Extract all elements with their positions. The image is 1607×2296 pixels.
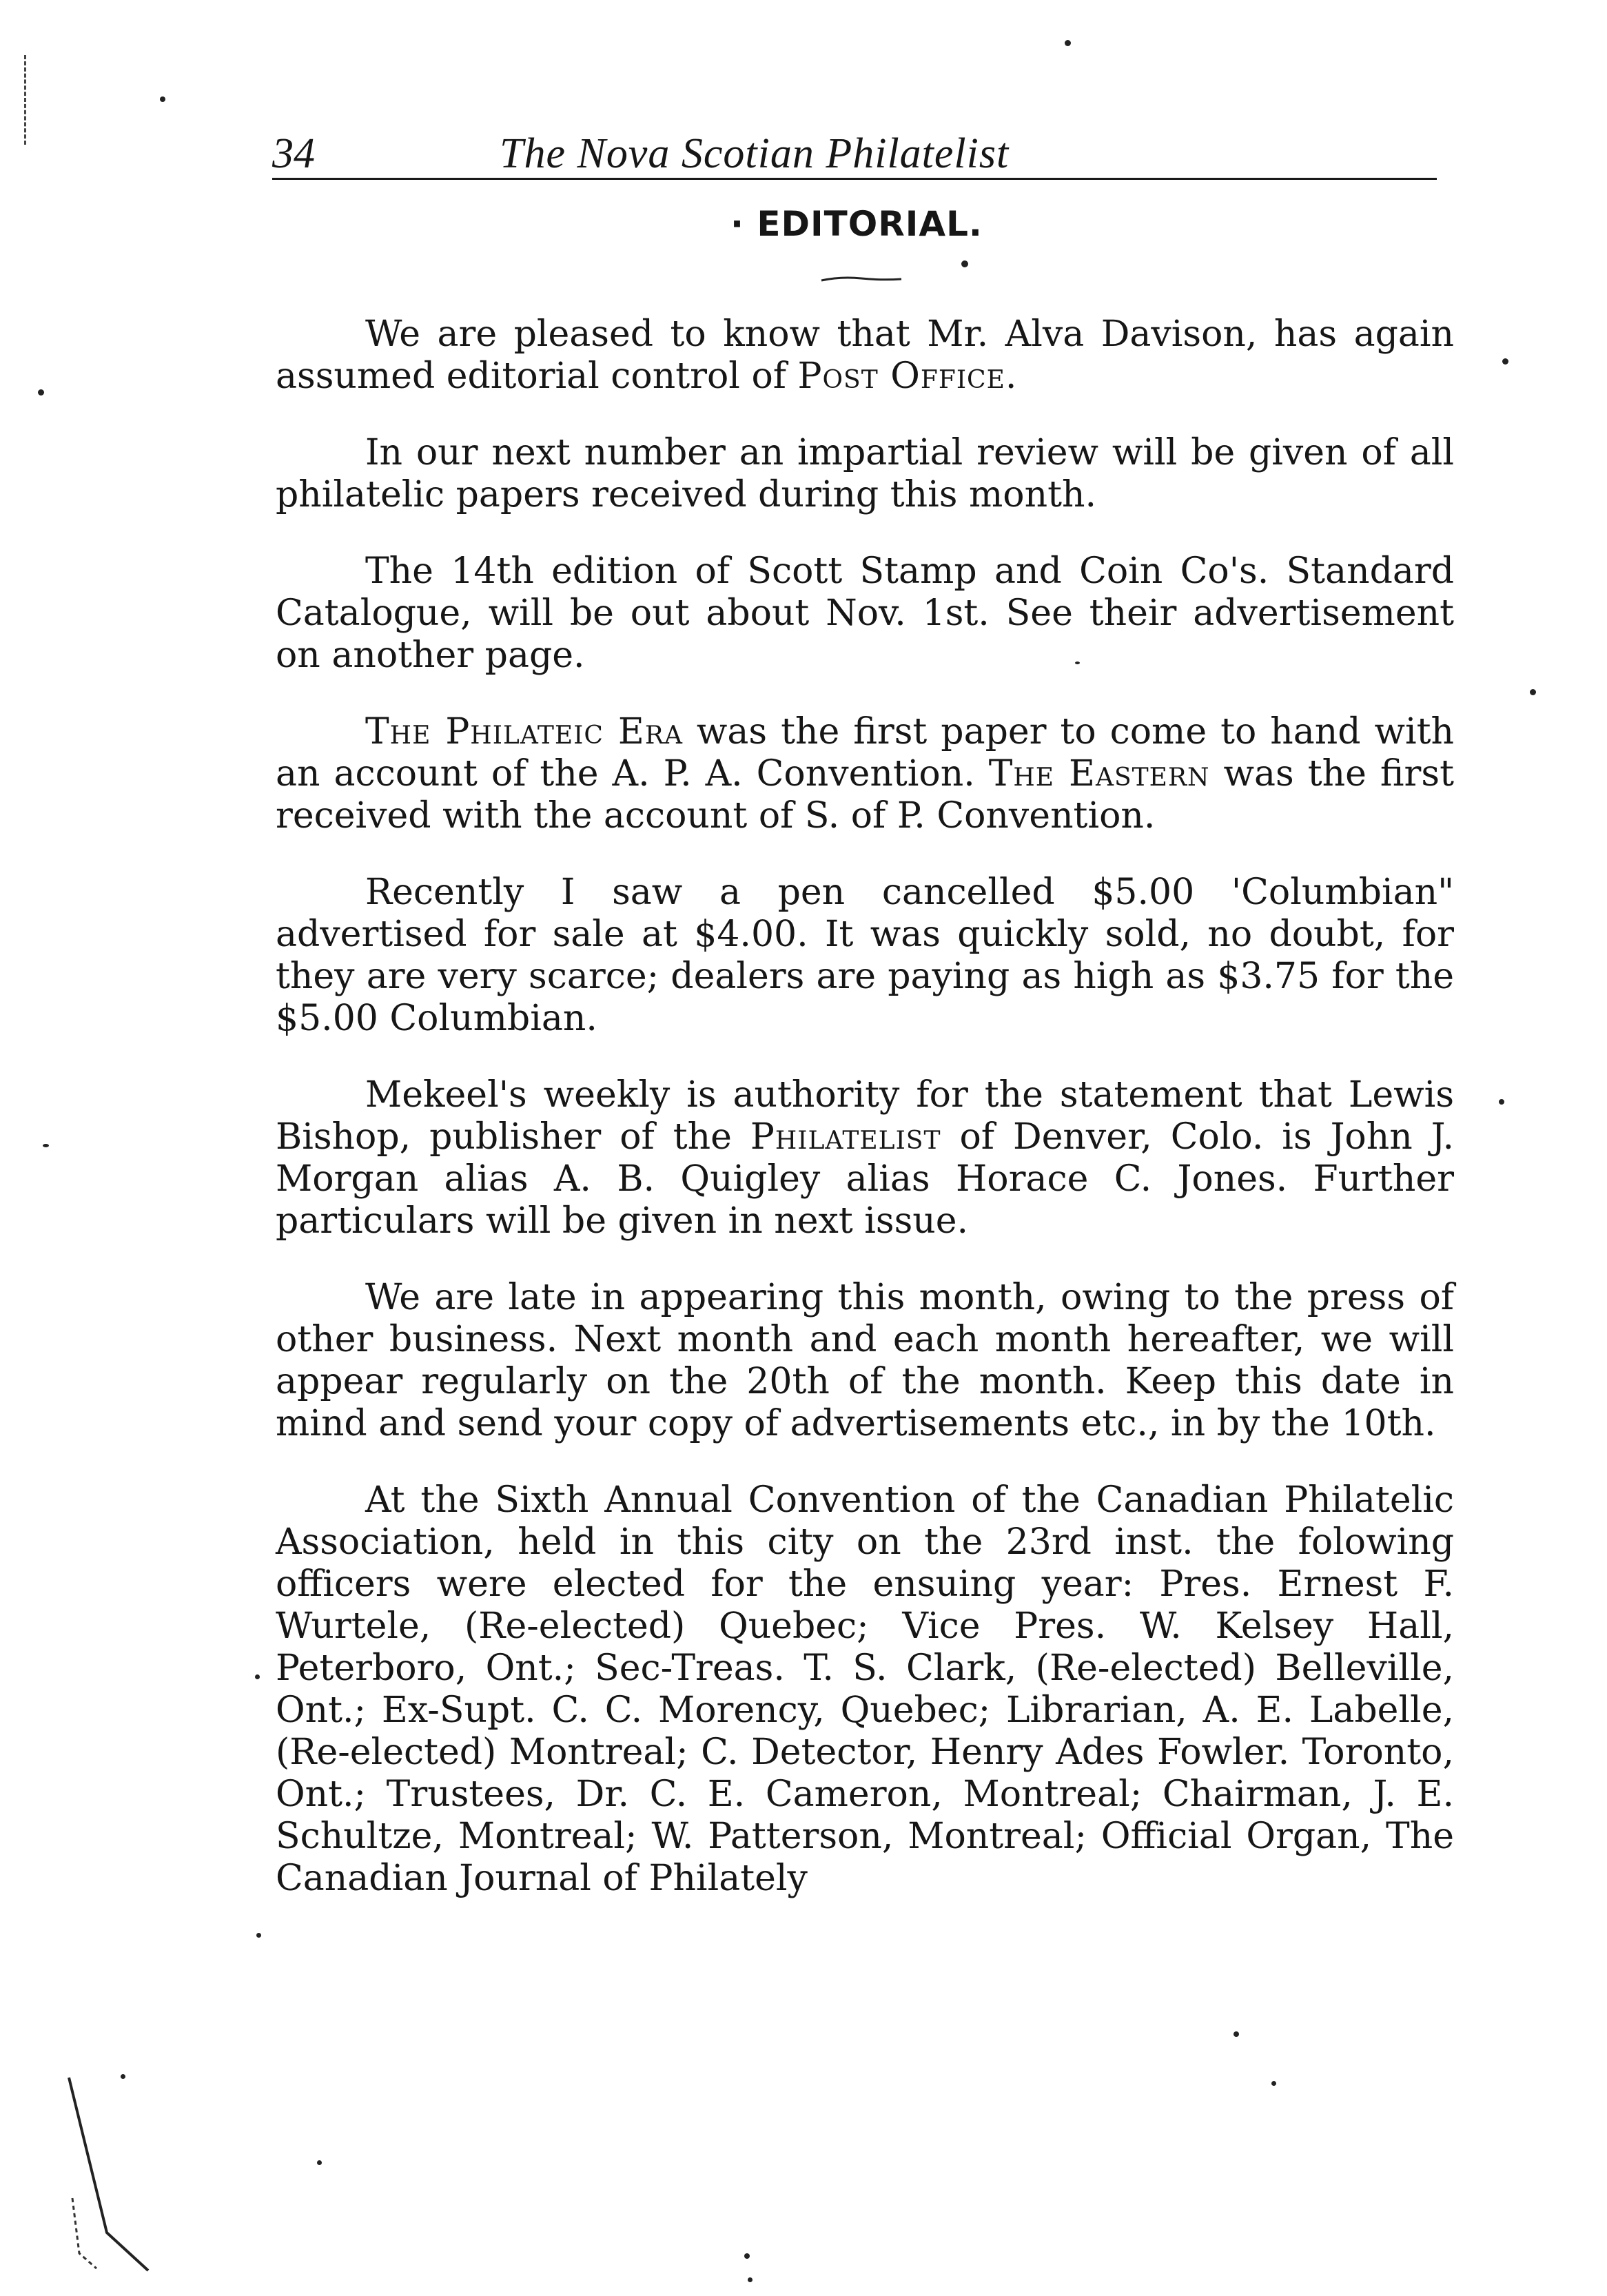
paragraph-text: Recently I saw a pen cancelled $5.00 'Columbian" advertised for sale at $4.00. It was quickly sold, no doubt, for they are very scarce; dealers are paying as high as $3.75 for the $5.00 Columbian. (276, 872, 1454, 1039)
scan-speck (1075, 662, 1080, 664)
scan-speck (744, 2253, 750, 2259)
page-number: 34 (272, 130, 315, 177)
publication-name: The Philateic Era (365, 711, 683, 752)
paragraph-text: of Denver, Colo. is John J. Morgan alias A. B. Quigley alias Horace C. Jones. Further particulars will be given in next issue. (276, 1116, 1455, 1242)
scan-speck (1530, 689, 1536, 695)
section-title: · EDITORIAL. (730, 204, 983, 244)
scan-speck (1502, 358, 1508, 365)
scan-edge-mark (24, 55, 30, 145)
paragraph-text: At the Sixth Annual Convention of the Canadian Philatelic Association, held in this city on the 23rd inst. the folowing officers were elected for the ensuing year: Pres. Ernest F. Wurtele, (Re-elected) Quebec; Vice Pres. W. Kelsey Hall, Peterboro, Ont.; Sec-Treas. T. S. Clark, (Re-elected) Belleville, Ont.; Ex-Supt. C. C. Morency, Quebec; Librarian, A. E. Labelle, (Re-elected) Montreal; C. Detector, Henry Ades Fowler. Toronto, Ont.; Trustees, Dr. C. E. Cameron, Montreal; Chairman, J. E. Schultze, Montreal; W. Patterson, Montreal; Official Organ, The Canadian Journal of Philately (276, 1479, 1454, 1899)
paragraph-text: We are pleased to know that Mr. Alva Davison, has again assumed editorial control of (276, 314, 1454, 397)
scan-speck (43, 1144, 49, 1147)
paragraph-columbian (276, 872, 1454, 1040)
scan-speck (256, 1933, 261, 1938)
scan-speck (748, 2277, 753, 2282)
scan-speck (38, 389, 44, 396)
paragraph-convention-reports (276, 711, 1454, 837)
paragraph-davison (276, 314, 1454, 398)
publication-name: The Eastern (988, 753, 1210, 795)
paragraph-text: was the first paper to come to hand with an account of the A. P. A. Convention. (276, 711, 1455, 795)
journal-title: The Nova Scotian Philatelist (500, 130, 1010, 177)
scan-speck (1499, 1099, 1504, 1105)
running-header (272, 130, 1437, 180)
publication-name: Philatelist (750, 1116, 941, 1158)
paragraph-text: We are late in appearing this month, owing to the press of other business. Next month and each month hereafter, we will appear regularly on the 20th of the month. Keep this date in mind and send your copy of advertisements etc., in by the 10th. (276, 1277, 1454, 1444)
title-ornament (820, 274, 903, 283)
paragraph-officers (276, 1479, 1454, 1900)
publication-name: Post Office. (797, 356, 1018, 397)
paragraph-text: In our next number an impartial review will be given of all philatelic papers received during this month. (276, 432, 1454, 515)
editorial-body (276, 314, 1454, 1934)
scan-speck (317, 2160, 322, 2165)
paragraph-text: was the first received with the account of S. of P. Convention. (276, 753, 1454, 837)
paragraph-text: Mekeel's weekly is authority for the statement that Lewis Bishop, publisher of the (276, 1074, 1454, 1158)
scan-speck (160, 96, 165, 102)
paragraph-catalogue (276, 551, 1454, 677)
scan-speck (255, 1674, 260, 1679)
paragraph-schedule (276, 1277, 1454, 1445)
scan-corner-mark (65, 2074, 155, 2274)
paragraph-review (276, 432, 1454, 516)
scan-speck (961, 260, 968, 267)
scan-speck (1271, 2081, 1276, 2086)
paragraph-mekeel (276, 1074, 1454, 1242)
scan-speck (1234, 2031, 1239, 2037)
paragraph-text: The 14th edition of Scott Stamp and Coin Co's. Standard Catalogue, will be out about Nov. 1st. See their advertisement on another page. (276, 551, 1454, 676)
scan-speck (1065, 40, 1071, 46)
